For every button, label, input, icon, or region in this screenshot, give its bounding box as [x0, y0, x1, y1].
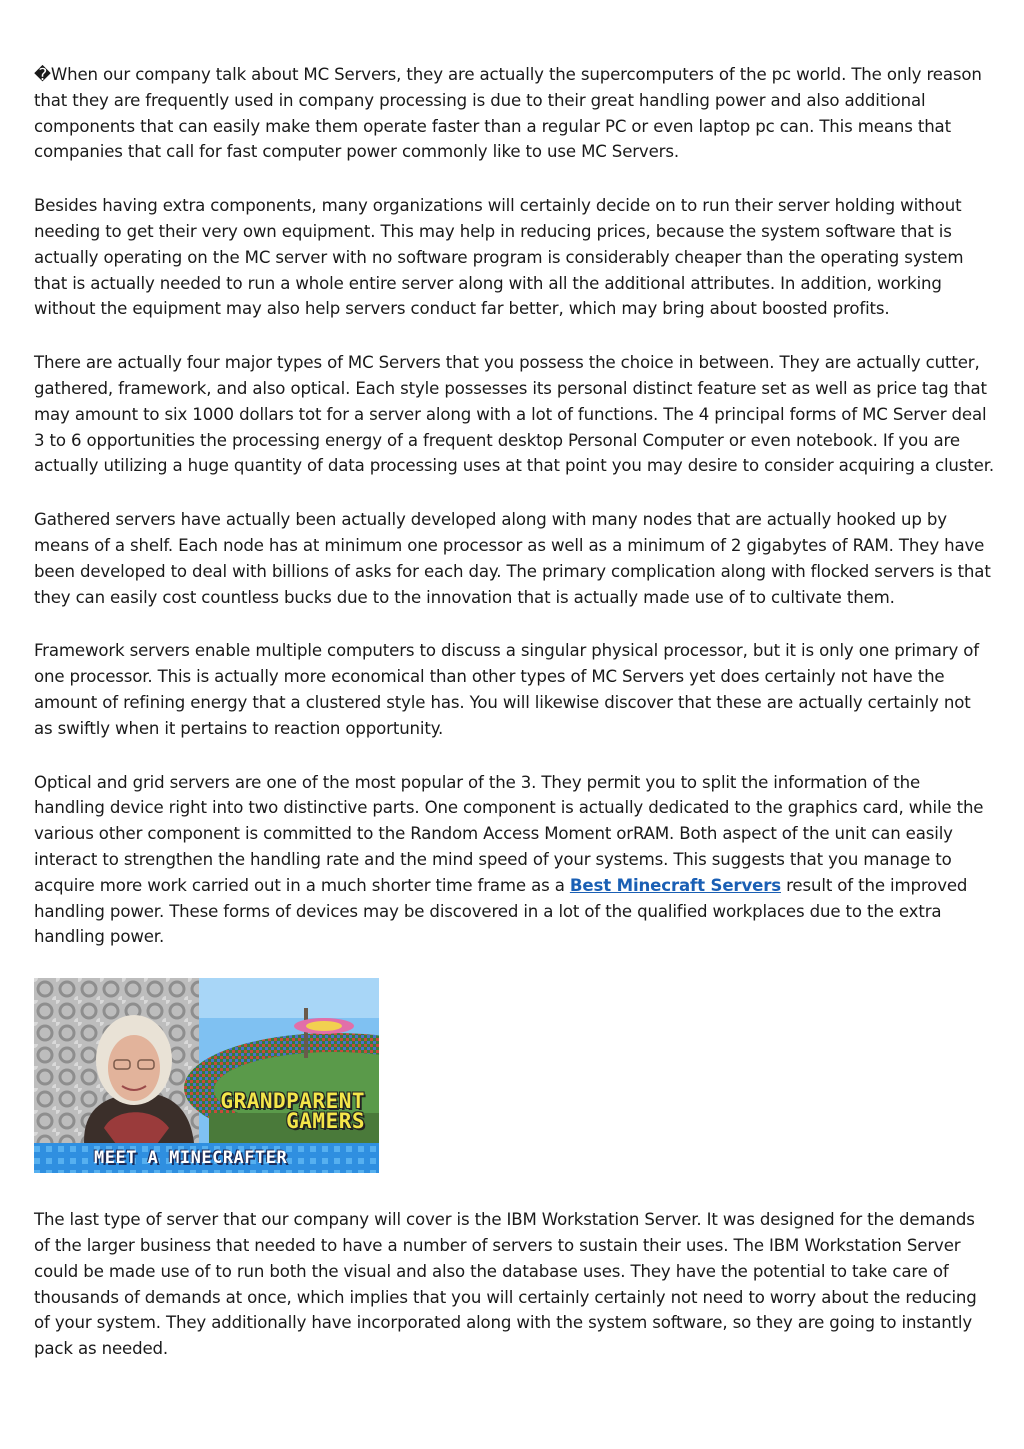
paragraph-types: There are actually four major types of MC Servers that you possess the choice in between. They are actually cutter, gathered, framework, and also optical. Each style possesses its personal distinct feature set as well as price tag that may amount to six 1000 dollars tot for a server along with a lot of functions. The 4 principal forms of MC Server deal 3 to 6 opportunities the processing energy of a frequent desktop Personal Computer or even notebook. If you are actually utilizing a huge quantity of data processing uses at that point you may desire to consider acquiring a cluster.: [34, 353, 994, 476]
paragraph-text-start: Optical and grid servers are one of the most popular of the 3. They permit you to split the information of the handling device right into two distinctive parts. One component is actually dedicated to the graphics card, while the various other component is committed to the Random Access Moment orRAM. Both aspect of the unit can easily interact to strengthen the handling rate and the mind speed of your systems. This suggests that you manage to acquire more work carried out in a much shorter time frame as a: [34, 772, 984, 895]
article-body: [34, 62, 994, 1390]
image-artwork: [34, 978, 379, 1173]
paragraph-text-end: result of the improved handling power. These forms of devices may be discovered in a lot of the qualified workplaces due to the extra handling power.: [34, 875, 968, 947]
image-title-line-1: GRANDPARENT: [220, 1089, 365, 1114]
best-minecraft-servers-link[interactable]: Best Minecraft Servers: [569, 875, 781, 895]
paragraph-ibm-workstation: The last type of server that our company will cover is the IBM Workstation Server. It was designed for the demands of the larger business that needed to have a number of servers to sustain their uses. The IBM Workstation Server could be made use of to run both the visual and also the database uses. They have the potential to take care of thousands of demands at once, which implies that you will certainly certainly not need to worry about the reducing of your system. They additionally have incorporated along with the system software, so they are going to instantly pack as needed.: [34, 1210, 977, 1359]
article-image: [34, 978, 379, 1173]
paragraph-gathered-servers: Gathered servers have actually been actually developed along with many nodes that are actually hooked up by means of a shelf. Each node has at minimum one processor as well as a minimum of 2 gigabytes of RAM. They have been developed to deal with billions of asks for each day. The primary complication along with flocked servers is that they can easily cost countless bucks due to the innovation that is actually made use of to cultivate them.: [34, 510, 991, 607]
image-title-line-2: GAMERS: [286, 1109, 365, 1134]
paragraph-framework-servers: Framework servers enable multiple computers to discuss a singular physical processor, but it is only one primary of one processor. This is actually more economical than other types of MC Servers yet does certainly not have the amount of refining energy that a clustered style has. You will likewise discover that these are actually certainly not as swiftly when it pertains to reaction opportunity.: [34, 641, 979, 738]
paragraph-components: Besides having extra components, many organizations will certainly decide on to run their server holding without needing to get their very own equipment. This may help in reducing prices, because the system software that is actually operating on the MC server with no software program is considerably cheaper than the operating system that is actually needed to run a whole entire server along with all the additional attributes. In addition, working without the equipment may also help servers conduct far better, which may bring about boosted profits.: [34, 196, 964, 319]
paragraph-intro: �When our company talk about MC Servers, they are actually the supercomputers of the pc world. The only reason that they are frequently used in company processing is due to their great handling power and also additional components that can easily make them operate faster than a regular PC or even laptop pc can. This means that companies that call for fast computer power commonly like to use MC Servers.: [34, 65, 982, 162]
paragraph-optical-servers: [34, 770, 994, 951]
image-title: [220, 1089, 365, 1134]
image-subtitle: MEET A MINECRAFTER: [94, 1148, 288, 1169]
